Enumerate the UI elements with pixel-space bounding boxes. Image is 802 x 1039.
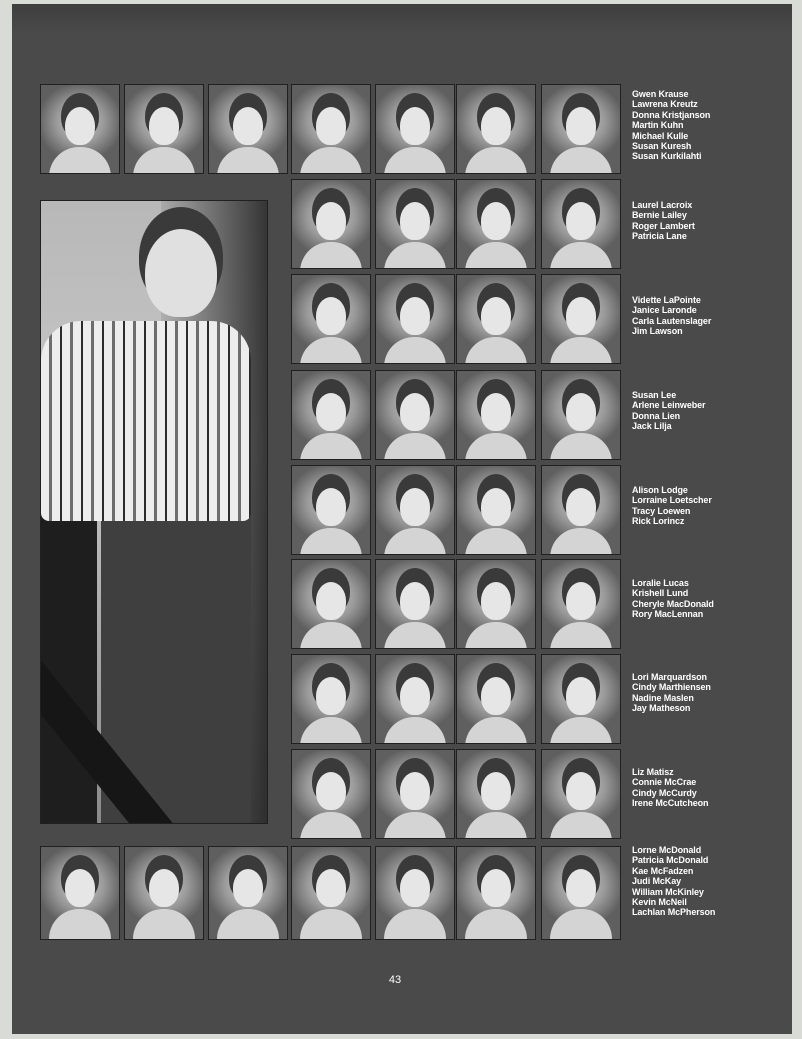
student-name: Gwen Krause	[632, 89, 689, 99]
portrait-shoulders	[550, 909, 612, 940]
portrait-shoulders	[550, 812, 612, 839]
student-portrait	[375, 179, 455, 269]
student-portrait	[456, 559, 536, 649]
portrait-face	[566, 677, 596, 715]
portrait-shoulders	[300, 147, 362, 174]
portrait-face	[400, 582, 430, 620]
portrait-face	[65, 107, 95, 145]
portrait-face	[566, 107, 596, 145]
portrait-shoulders	[300, 433, 362, 460]
portrait-face	[149, 869, 179, 907]
portrait-face	[566, 582, 596, 620]
feature-photo-head	[145, 229, 217, 317]
student-name: Jack Lilja	[632, 421, 672, 432]
portrait-shoulders	[300, 622, 362, 649]
student-name: Krishell Lund	[632, 588, 689, 599]
portrait-face	[316, 869, 346, 907]
student-portrait	[375, 559, 455, 649]
portrait-shoulders	[550, 337, 612, 364]
portrait-shoulders	[384, 147, 446, 174]
portrait-shoulders	[465, 147, 527, 174]
student-name: Lorne McDonald	[632, 845, 702, 855]
portrait-shoulders	[465, 717, 527, 744]
student-portrait	[375, 370, 455, 460]
portrait-shoulders	[550, 147, 612, 174]
portrait-face	[316, 772, 346, 810]
portrait-face	[316, 107, 346, 145]
student-name: Kevin McNeil	[632, 897, 687, 908]
student-name: Liz Matisz	[632, 767, 674, 777]
student-portrait	[541, 559, 621, 649]
page-number: 43	[388, 974, 402, 986]
portrait-shoulders	[300, 528, 362, 555]
portrait-face	[400, 488, 430, 526]
student-name: Lachlan McPherson	[632, 907, 716, 918]
portrait-shoulders	[384, 528, 446, 555]
portrait-shoulders	[133, 909, 195, 940]
student-name: Rick Lorincz	[632, 516, 685, 527]
student-name: Roger Lambert	[632, 220, 695, 231]
portrait-shoulders	[465, 433, 527, 460]
student-name: Tracy Loewen	[632, 505, 691, 516]
feature-photo-plaid-shirt	[41, 321, 251, 521]
student-portrait	[541, 179, 621, 269]
student-name: Susan Kurkilahti	[632, 151, 702, 162]
portrait-shoulders	[300, 717, 362, 744]
portrait-face	[400, 297, 430, 335]
student-portrait	[208, 846, 288, 940]
student-portrait	[456, 179, 536, 269]
portrait-face	[316, 677, 346, 715]
portrait-face	[400, 677, 430, 715]
name-list-row-7	[632, 672, 711, 714]
portrait-face	[481, 772, 511, 810]
portrait-shoulders	[465, 622, 527, 649]
portrait-face	[481, 202, 511, 240]
name-list-row-2	[632, 200, 695, 242]
student-name: Vidette LaPointe	[632, 295, 701, 305]
portrait-shoulders	[217, 909, 279, 940]
student-portrait	[375, 846, 455, 940]
portrait-face	[481, 393, 511, 431]
portrait-face	[316, 393, 346, 431]
student-portrait	[291, 846, 371, 940]
student-name: Rory MacLennan	[632, 609, 704, 620]
portrait-shoulders	[550, 433, 612, 460]
student-portrait	[375, 84, 455, 174]
portrait-face	[566, 202, 596, 240]
portrait-face	[481, 582, 511, 620]
student-portrait	[456, 465, 536, 555]
student-portrait	[541, 465, 621, 555]
portrait-shoulders	[550, 528, 612, 555]
portrait-shoulders	[217, 147, 279, 174]
portrait-face	[149, 107, 179, 145]
student-name: Susan Lee	[632, 390, 677, 400]
portrait-shoulders	[384, 242, 446, 269]
portrait-shoulders	[384, 909, 446, 940]
student-portrait	[40, 84, 120, 174]
portrait-face	[566, 488, 596, 526]
portrait-face	[481, 869, 511, 907]
student-portrait	[40, 846, 120, 940]
feature-photo-stair-post	[41, 501, 97, 823]
student-name: Susan Kuresh	[632, 141, 692, 152]
portrait-shoulders	[465, 812, 527, 839]
name-list-row-4	[632, 390, 705, 432]
student-name: Jay Matheson	[632, 703, 691, 714]
feature-photo-student-on-stairs	[40, 200, 268, 824]
portrait-shoulders	[465, 528, 527, 555]
student-portrait	[456, 84, 536, 174]
student-name: Donna Lien	[632, 410, 680, 421]
portrait-shoulders	[550, 242, 612, 269]
name-list-row-6	[632, 578, 714, 620]
portrait-face	[481, 488, 511, 526]
student-portrait	[291, 370, 371, 460]
portrait-shoulders	[384, 812, 446, 839]
student-portrait	[541, 274, 621, 364]
portrait-shoulders	[384, 622, 446, 649]
portrait-shoulders	[384, 433, 446, 460]
name-list-row-3	[632, 295, 711, 337]
student-portrait	[291, 179, 371, 269]
student-portrait	[208, 84, 288, 174]
portrait-face	[233, 107, 263, 145]
student-name: Martin Kuhn	[632, 120, 684, 131]
student-portrait	[456, 846, 536, 940]
student-portrait	[456, 654, 536, 744]
student-portrait	[375, 274, 455, 364]
student-name: Michael Kulle	[632, 130, 689, 141]
student-name: Arlene Leinweber	[632, 400, 706, 411]
portrait-face	[400, 107, 430, 145]
student-name: Kae McFadzen	[632, 865, 694, 876]
student-name: Lori Marquardson	[632, 672, 707, 682]
student-name: Jim Lawson	[632, 326, 683, 337]
student-name: Nadine Maslen	[632, 692, 694, 703]
name-list-row-9	[632, 845, 715, 918]
portrait-shoulders	[300, 242, 362, 269]
portrait-face	[481, 107, 511, 145]
portrait-shoulders	[49, 147, 111, 174]
student-portrait	[541, 749, 621, 839]
portrait-shoulders	[300, 337, 362, 364]
student-name: Cheryle MacDonald	[632, 598, 714, 609]
portrait-face	[481, 297, 511, 335]
name-list-row-1	[632, 89, 710, 162]
portrait-face	[400, 869, 430, 907]
portrait-face	[566, 772, 596, 810]
student-name: Lawrena Kreutz	[632, 99, 698, 110]
student-portrait	[291, 749, 371, 839]
portrait-face	[233, 869, 263, 907]
portrait-face	[316, 297, 346, 335]
student-portrait	[456, 274, 536, 364]
portrait-face	[400, 393, 430, 431]
portrait-face	[400, 202, 430, 240]
student-portrait	[375, 654, 455, 744]
portrait-shoulders	[384, 337, 446, 364]
portrait-shoulders	[384, 717, 446, 744]
student-portrait	[291, 84, 371, 174]
portrait-face	[316, 488, 346, 526]
portrait-face	[65, 869, 95, 907]
student-name: Janice Laronde	[632, 305, 697, 316]
portrait-shoulders	[465, 909, 527, 940]
student-name: Bernie Lailey	[632, 210, 687, 221]
student-name: Cindy Marthiensen	[632, 682, 711, 693]
portrait-face	[316, 202, 346, 240]
portrait-shoulders	[550, 622, 612, 649]
student-portrait	[541, 84, 621, 174]
student-name: William McKinley	[632, 886, 704, 897]
portrait-face	[566, 869, 596, 907]
portrait-shoulders	[465, 337, 527, 364]
portrait-face	[400, 772, 430, 810]
portrait-shoulders	[49, 909, 111, 940]
name-list-row-8	[632, 767, 708, 809]
student-name: Loralie Lucas	[632, 578, 689, 588]
portrait-face	[566, 297, 596, 335]
student-portrait	[124, 84, 204, 174]
student-portrait	[291, 274, 371, 364]
student-name: Connie McCrae	[632, 777, 697, 788]
student-portrait	[291, 559, 371, 649]
student-name: Laurel Lacroix	[632, 200, 693, 210]
portrait-shoulders	[300, 909, 362, 940]
portrait-shoulders	[133, 147, 195, 174]
student-name: Lorraine Loetscher	[632, 495, 712, 506]
portrait-shoulders	[465, 242, 527, 269]
student-portrait	[375, 749, 455, 839]
student-name: Cindy McCurdy	[632, 787, 697, 798]
student-portrait	[291, 654, 371, 744]
student-portrait	[541, 846, 621, 940]
portrait-face	[316, 582, 346, 620]
portrait-face	[481, 677, 511, 715]
student-name: Patricia McDonald	[632, 855, 709, 866]
student-portrait	[124, 846, 204, 940]
student-portrait	[541, 654, 621, 744]
student-name: Donna Kristjanson	[632, 109, 711, 120]
portrait-shoulders	[300, 812, 362, 839]
student-portrait	[375, 465, 455, 555]
student-name: Irene McCutcheon	[632, 798, 709, 809]
student-portrait	[541, 370, 621, 460]
name-list-row-5	[632, 485, 712, 527]
student-name: Alison Lodge	[632, 485, 688, 495]
portrait-face	[566, 393, 596, 431]
student-portrait	[456, 749, 536, 839]
student-portrait	[456, 370, 536, 460]
student-name: Carla Lautenslager	[632, 315, 712, 326]
student-portrait	[291, 465, 371, 555]
portrait-shoulders	[550, 717, 612, 744]
student-name: Judi McKay	[632, 876, 682, 887]
student-name: Patricia Lane	[632, 231, 687, 242]
